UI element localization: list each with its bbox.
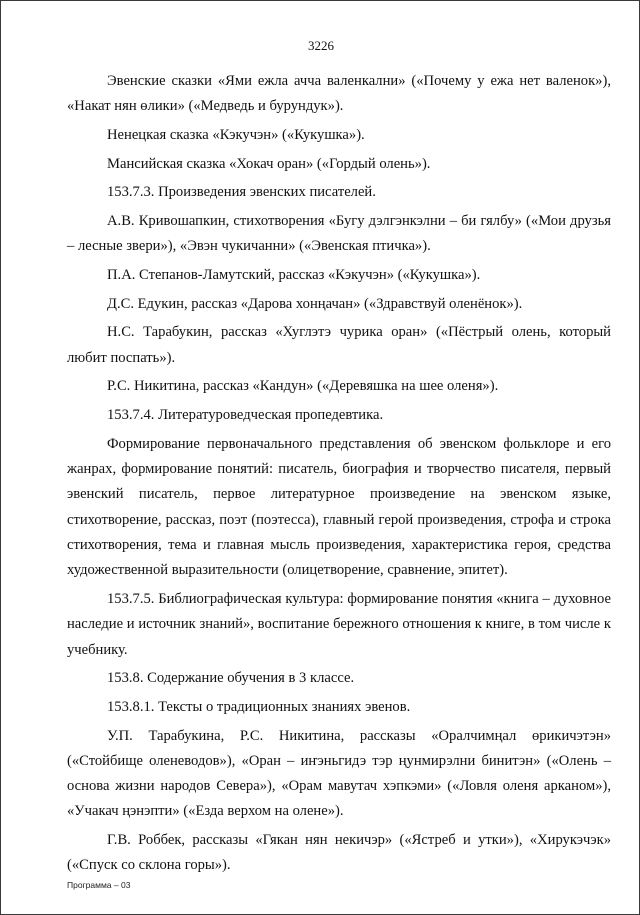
paragraph-even-tales: Эвенские сказки «Ями ежла ачча валенкални» («Почему у ежа нет валенок»), «Накат нян өлики» («Медведь и бурундук»).: [67, 73, 611, 115]
paragraph-mansi-tale: Мансийская сказка «Хокач оран» («Гордый олень»).: [107, 155, 431, 172]
paragraph-nikitina: Р.С. Никитина, рассказ «Кандун» («Деревяшка на шее оленя»).: [107, 378, 499, 395]
page-number: 3226: [308, 38, 334, 53]
paragraph-edukin: Д.С. Едукин, рассказ «Дарова хонңачан» («Здравствуй оленёнок»).: [107, 295, 523, 312]
section-heading-153-8-1: 153.8.1. Тексты о традиционных знаниях эвенов.: [107, 698, 411, 715]
paragraph-nenets-tale: Ненецкая сказка «Кэкучэн» («Кукушка»).: [107, 126, 365, 143]
paragraph-literary-concepts: Формирование первоначального представления об эвенском фольклоре и его жанрах, формирование понятий: писатель, биография и творчество писателя, первый эвенский писатель, первое литературное произведение на эвенском языке, стихотворение, рассказ, поэт (поэтесса), главный герой произведения, строфа и строка стихотворения, тема и главная мысль произведения, характеристика героя, средства художественной выразительности (олицетворение, сравнение, эпитет).: [67, 435, 611, 579]
paragraph-tarabukina-nikitina: У.П. Тарабукина, Р.С. Никитина, рассказы «Оралчимңал өрикичэтэн» («Стойбище оленеводов»), «Оран – иҥэньгидэ тэр ңунмирэлни бинитэн» («Олень – основа жизни народов Севера»), «Орам мавутач хэпкэми» («Ловля оленя арканом»), «Учакач ңэнэпти» («Езда верхом на олене»).: [67, 727, 611, 820]
section-heading-153-7-3: 153.7.3. Произведения эвенских писателей.: [107, 184, 376, 201]
section-heading-153-8: 153.8. Содержание обучения в 3 классе.: [107, 670, 355, 687]
body-text: [67, 69, 611, 882]
paragraph-bibliographic-culture: 153.7.5. Библиографическая культура: формирование понятия «книга – духовное наследие и источник знаний», воспитание бережного отношения к книге, в том числе к учебнику.: [67, 590, 611, 658]
section-heading-153-7-4: 153.7.4. Литературоведческая пропедевтика.: [107, 407, 384, 424]
paragraph-stepanov: П.А. Степанов-Ламутский, рассказ «Кэкучэн» («Кукушка»).: [107, 267, 481, 284]
paragraph-robbek: Г.В. Роббек, рассказы «Гякан нян некичэр» («Ястреб и утки»), «Хирукэчэк» («Спуск со склона горы»).: [67, 832, 611, 874]
page-footer: Программа – 03: [67, 880, 131, 890]
paragraph-tarabukin: Н.С. Тарабукин, рассказ «Хуглэтэ чурика оран» («Пёстрый олень, который любит поспать»).: [67, 324, 611, 366]
paragraph-krivoshapkin: А.В. Кривошапкин, стихотворения «Бугу дэлгэнкэлни – би гялбу» («Мои друзья – лесные звери»), «Эвэн чукичанни» («Эвенская птичка»).: [67, 213, 611, 255]
